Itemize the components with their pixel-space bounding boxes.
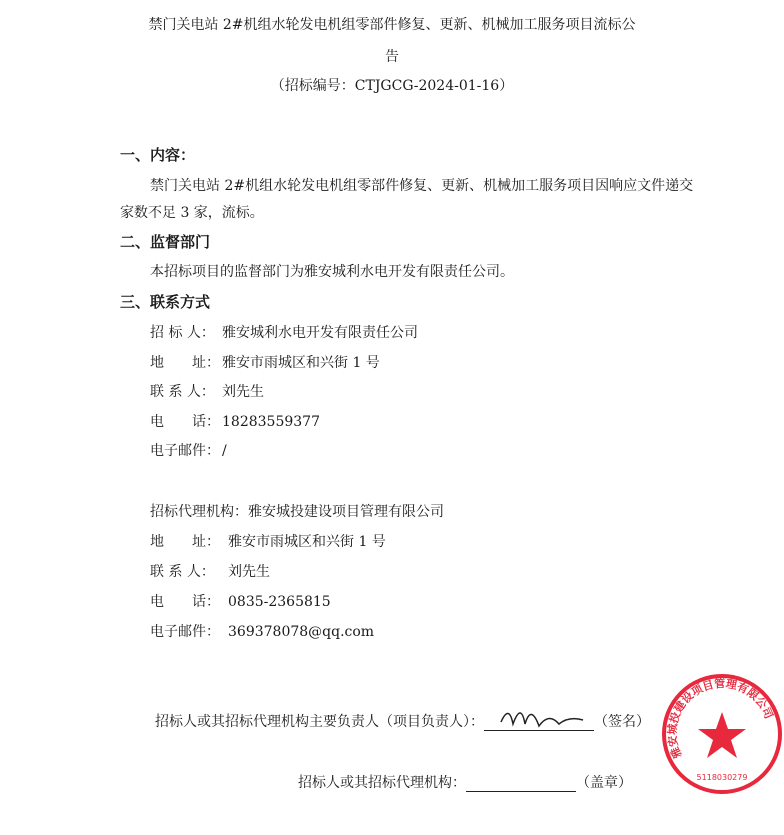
- contact-label: 招 标 人：: [150, 325, 215, 341]
- contact-value: /: [222, 443, 227, 459]
- title-continued: 告: [385, 49, 399, 65]
- content-paragraph-cont: 家数不足 3 家，流标。: [120, 205, 264, 221]
- agency-contact-row: [150, 503, 444, 521]
- contact-value: 雅安城利水电开发有限责任公司: [222, 325, 418, 341]
- contact-label: 电 话：: [150, 594, 220, 610]
- contact-label: 电子邮件：: [150, 624, 220, 640]
- tender-number: （招标编号：CTJGCG-2024-01-16）: [270, 78, 514, 94]
- tenderer-contact-row: [150, 354, 380, 372]
- stamp-suffix: （盖章）: [576, 775, 632, 791]
- contact-value: 18283559377: [222, 413, 320, 430]
- stamp-blank: [466, 777, 576, 792]
- contact-value: 雅安市雨城区和兴街 1 号: [228, 534, 386, 550]
- section-contact-heading: 三、联系方式: [120, 293, 211, 311]
- contact-value: 雅安城投建设项目管理有限公司: [248, 504, 444, 520]
- contact-value: 刘先生: [222, 384, 264, 400]
- contact-value: 刘先生: [228, 564, 270, 580]
- supervision-paragraph: 本招标项目的监督部门为雅安城利水电开发有限责任公司。: [150, 264, 514, 280]
- svg-text:雅安城投建设项目管理有限公司: 雅安城投建设项目管理有限公司: [665, 677, 776, 761]
- agency-contact-row: [150, 533, 386, 551]
- tenderer-contact-row: [150, 442, 227, 460]
- tenderer-contact-row: [150, 413, 320, 431]
- svg-text:5118030279: 5118030279: [696, 773, 748, 782]
- company-seal-icon: [660, 672, 784, 796]
- contact-label: 地 址：: [150, 354, 220, 371]
- section-supervision-heading: 二、监督部门: [120, 233, 211, 251]
- stamp-line: [298, 774, 632, 792]
- contact-label: 电 话：: [150, 413, 220, 430]
- agency-contact-row: [150, 563, 270, 581]
- signature-label: 招标人或其招标代理机构主要负责人（项目负责人）：: [155, 714, 484, 730]
- stamp-label: 招标人或其招标代理机构：: [298, 775, 466, 791]
- handwritten-signature-icon: [496, 700, 596, 730]
- contact-label: 地 址：: [150, 534, 220, 550]
- contact-label: 电子邮件：: [150, 443, 220, 459]
- contact-label: 招标代理机构：: [150, 504, 248, 520]
- signature-suffix: （签名）: [594, 714, 650, 730]
- title: 禁门关电站 2#机组水轮发电机组零部件修复、更新、机械加工服务项目流标公: [148, 17, 636, 33]
- agency-contact-row: [150, 623, 374, 641]
- contact-value: 369378078@qq.com: [228, 624, 375, 640]
- tenderer-contact-row: [150, 324, 418, 342]
- agency-contact-row: [150, 593, 331, 611]
- contact-label: 联 系 人：: [150, 564, 215, 580]
- content-paragraph: 禁门关电站 2#机组水轮发电机组零部件修复、更新、机械加工服务项目因响应文件递交: [150, 178, 694, 194]
- contact-value: 雅安市雨城区和兴街 1 号: [222, 354, 380, 371]
- contact-value: 0835-2365815: [228, 594, 331, 610]
- contact-label: 联 系 人：: [150, 384, 215, 400]
- tenderer-contact-row: [150, 383, 264, 401]
- section-content-heading: 一、内容：: [120, 146, 196, 164]
